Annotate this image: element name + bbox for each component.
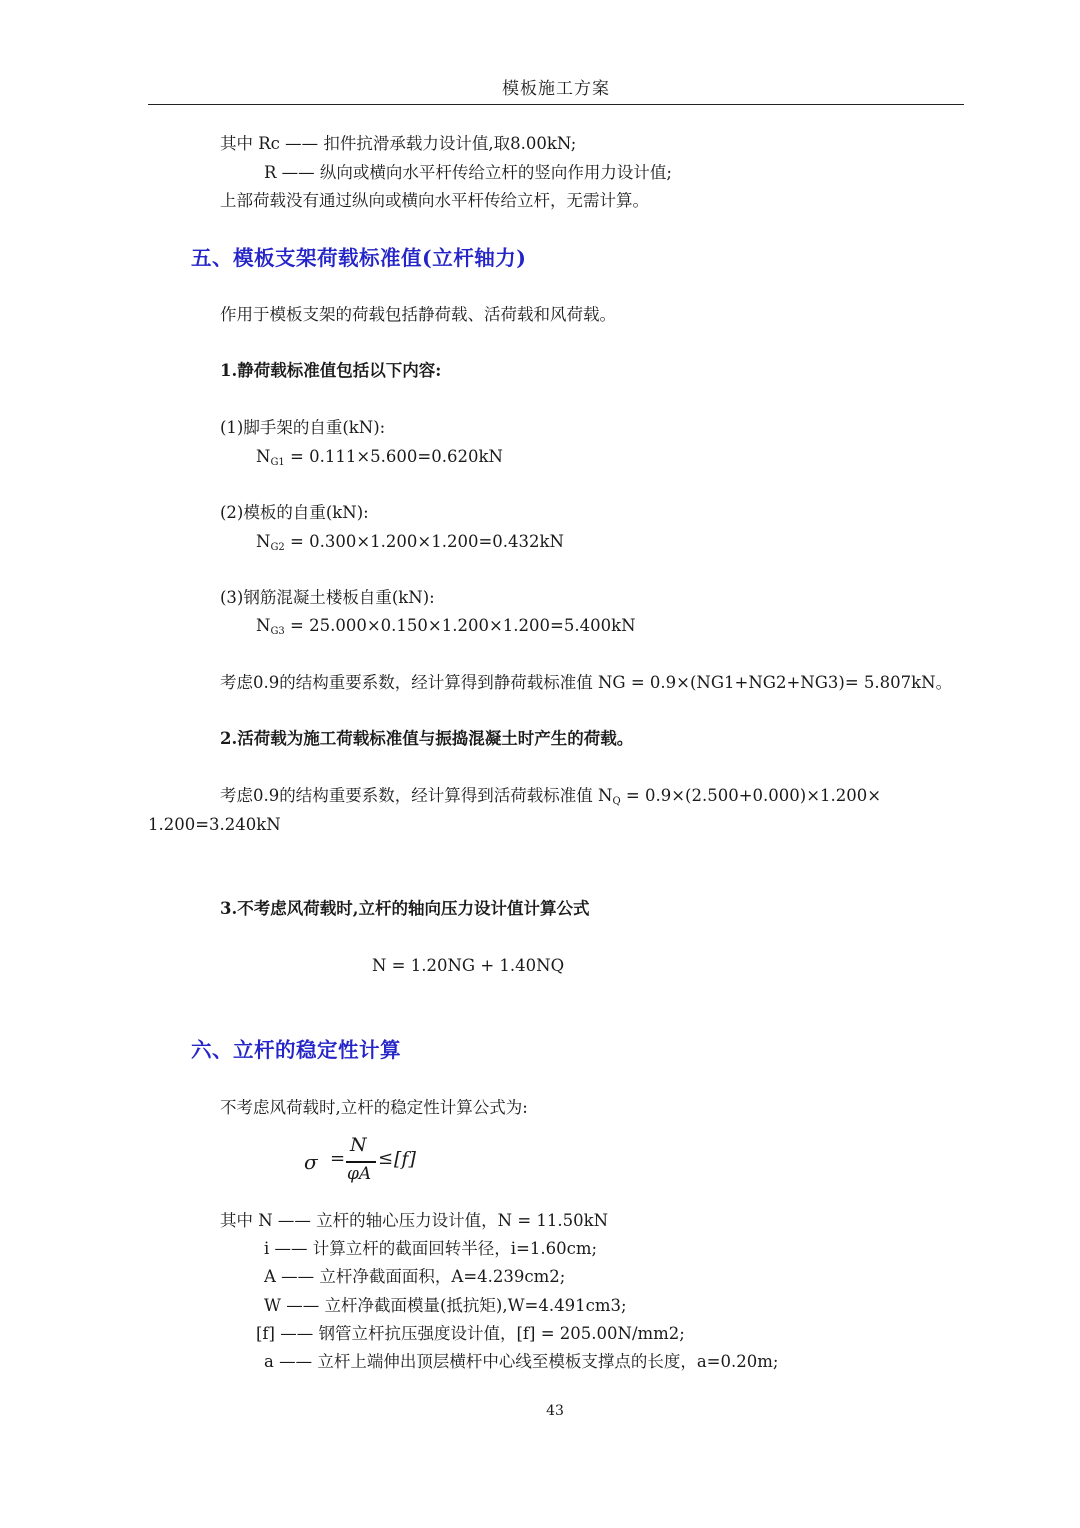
def-a-length: a —— 立杆上端伸出顶层横杆中心线至模板支撑点的长度，a=0.20m; — [264, 1352, 779, 1371]
def-f: [f] —— 钢管立杆抗压强度设计值，[f] = 205.00N/mm2; — [256, 1324, 685, 1343]
item1-subscript: G1 — [270, 457, 285, 468]
r-definition: R —— 纵向或横向水平杆传给立杆的竖向作用力设计值; — [264, 163, 672, 182]
section5-heading: 五、模板支架荷载标准值(立杆轴力) — [191, 246, 527, 270]
formula-rhs: [f] — [394, 1148, 416, 1170]
section6-heading: 六、立杆的稳定性计算 — [191, 1038, 401, 1062]
intro-note: 上部荷载没有通过纵向或横向水平杆传给立杆，无需计算。 — [220, 191, 649, 210]
axial-force-formula: N = 1.20NG + 1.40NQ — [372, 956, 565, 975]
page-header — [148, 76, 964, 105]
item2-label: (2)模板的自重(kN): — [220, 503, 369, 522]
live-load-line2: 1.200=3.240kN — [148, 815, 281, 834]
def-n: 其中 N —— 立杆的轴心压力设计值，N = 11.50kN — [220, 1211, 609, 1230]
formula-le: ≤ — [378, 1148, 394, 1169]
sub2-heading: 2.活荷载为施工荷载标准值与振捣混凝土时产生的荷载。 — [220, 729, 634, 748]
section6-intro: 不考虑风荷载时,立杆的稳定性计算公式为: — [220, 1098, 528, 1117]
item3-expression: = 25.000×0.150×1.200×1.200=5.400kN — [284, 616, 636, 635]
item3-symbol: N — [256, 616, 271, 635]
item3-subscript: G3 — [270, 626, 285, 637]
stability-formula — [302, 1134, 432, 1192]
formula-numerator: N — [350, 1134, 367, 1156]
rc-definition: 其中 Rc —— 扣件抗滑承载力设计值,取8.00kN; — [220, 134, 577, 153]
formula-fraction-bar — [346, 1161, 376, 1163]
item2-symbol: N — [256, 532, 271, 551]
def-i: i —— 计算立杆的截面回转半径，i=1.60cm; — [264, 1239, 598, 1258]
item1-expression: = 0.111×5.600=0.620kN — [284, 447, 503, 466]
item3-formula — [256, 615, 636, 640]
sub1-heading: 1.静荷载标准值包括以下内容: — [220, 361, 442, 380]
section5-intro: 作用于模板支架的荷载包括静荷载、活荷载和风荷载。 — [220, 305, 616, 324]
formula-equals: = — [330, 1148, 346, 1169]
item2-formula — [256, 531, 564, 556]
item2-subscript: G2 — [270, 542, 285, 553]
live-load-suffix: = 0.9×(2.500+0.000)×1.200× — [620, 786, 882, 805]
live-load-line1 — [220, 785, 881, 810]
item2-expression: = 0.300×1.200×1.200=0.432kN — [284, 532, 564, 551]
header-title: 模板施工方案 — [502, 79, 610, 99]
static-load-summary: 考虑0.9的结构重要系数，经计算得到静荷载标准值 NG = 0.9×(NG1+NG2+NG3)= 5.807kN。 — [220, 673, 953, 692]
item1-formula — [256, 446, 503, 471]
def-a-area: A —— 立杆净截面面积，A=4.239cm2; — [264, 1267, 566, 1286]
live-load-subscript: Q — [612, 796, 621, 807]
formula-sigma: σ — [304, 1150, 318, 1174]
page-number: 43 — [546, 1403, 564, 1419]
item3-label: (3)钢筋混凝土楼板自重(kN): — [220, 588, 435, 607]
item1-symbol: N — [256, 447, 271, 466]
live-load-prefix: 考虑0.9的结构重要系数，经计算得到活荷载标准值 N — [220, 786, 613, 805]
item1-label: (1)脚手架的自重(kN): — [220, 418, 386, 437]
formula-denominator: φA — [347, 1164, 372, 1184]
sub3-heading: 3.不考虑风荷载时,立杆的轴向压力设计值计算公式 — [220, 899, 590, 918]
def-w: W —— 立杆净截面模量(抵抗矩),W=4.491cm3; — [264, 1296, 627, 1315]
